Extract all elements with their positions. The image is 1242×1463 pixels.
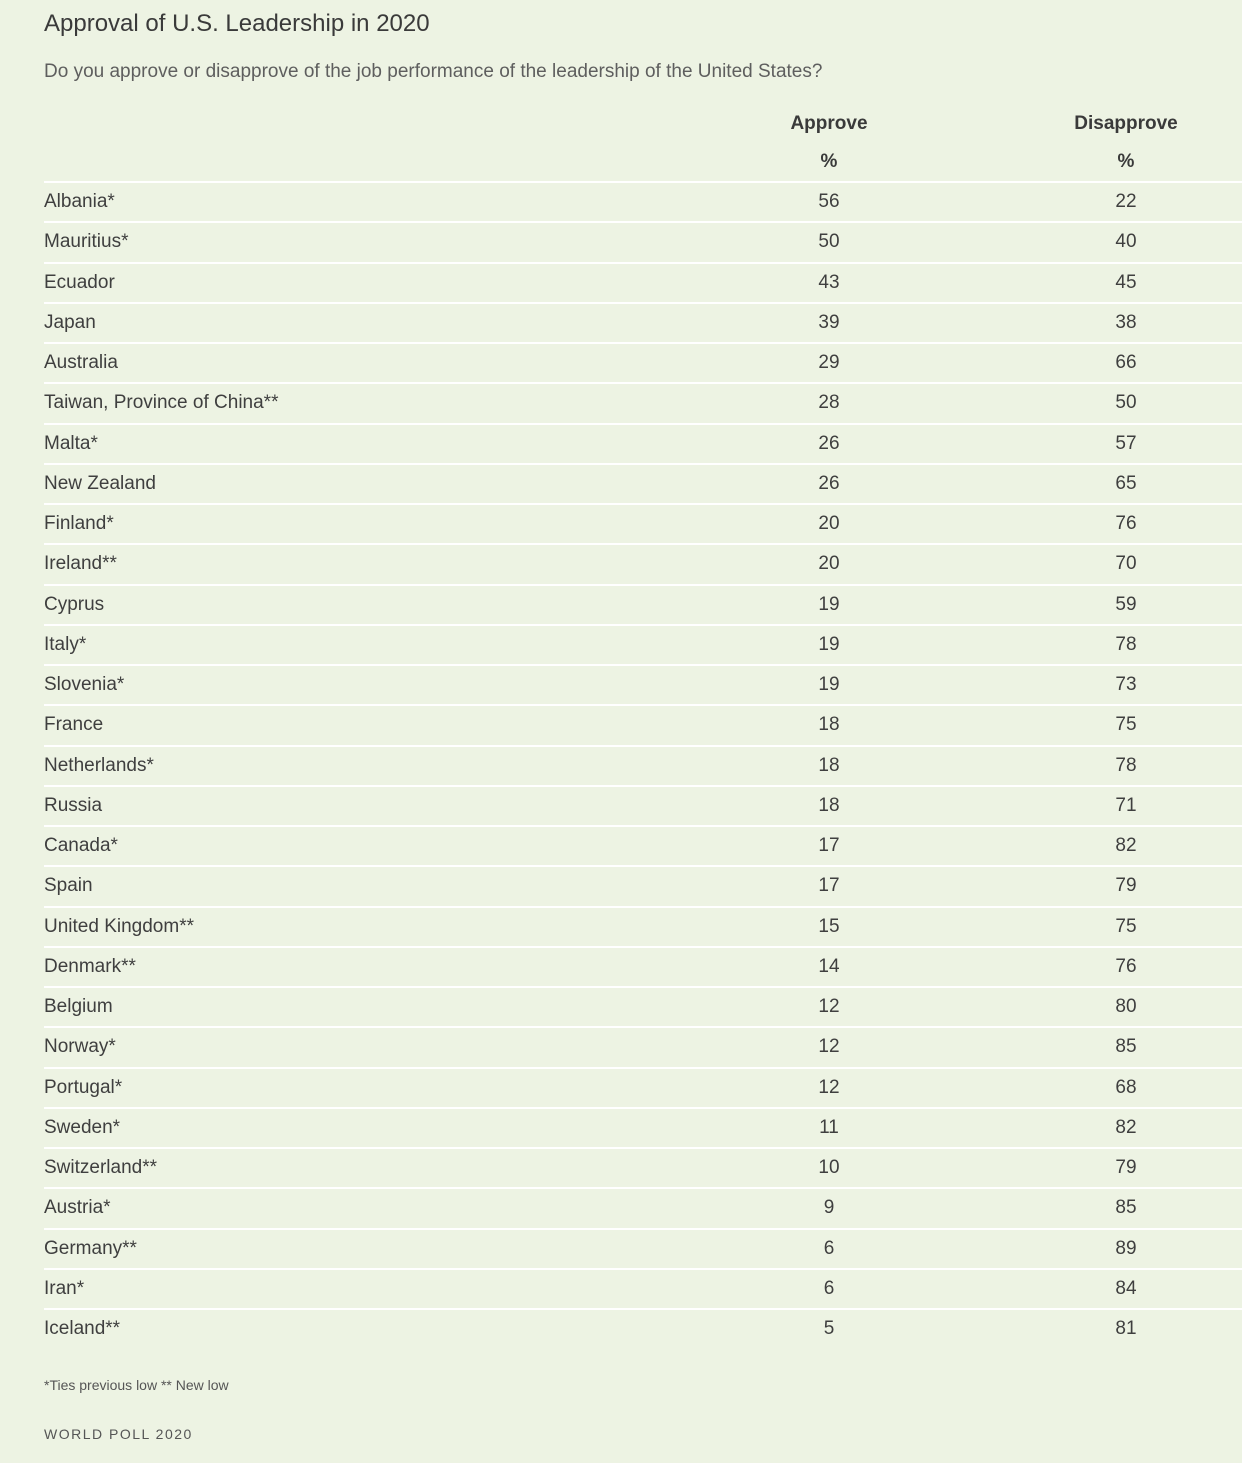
approve-value: 12	[818, 1036, 840, 1058]
approve-value: 26	[818, 472, 840, 494]
disapprove-value: 70	[1115, 553, 1137, 575]
table-row	[44, 382, 1242, 422]
disapprove-value: 68	[1115, 1076, 1137, 1098]
approve-value: 19	[818, 674, 840, 695]
table-row	[44, 624, 1242, 664]
disapprove-value: 80	[1115, 996, 1137, 1017]
chart-title: Approval of U.S. Leadership in 2020	[44, 10, 430, 37]
source-label: WORLD POLL 2020	[44, 1426, 193, 1442]
country-cell: United Kingdom**	[44, 915, 194, 937]
table-row	[44, 503, 1242, 543]
country-cell: Sweden*	[44, 1116, 121, 1138]
disapprove-value: 59	[1115, 593, 1137, 615]
country-cell: Japan	[44, 311, 96, 333]
approve-value: 28	[818, 392, 840, 414]
country-cell: Australia	[44, 352, 118, 373]
country-cell: Netherlands*	[44, 754, 154, 776]
country-cell: Ecuador	[44, 271, 115, 293]
disapprove-value: 84	[1115, 1277, 1137, 1299]
table-row	[44, 986, 1242, 1026]
disapprove-value: 38	[1115, 311, 1137, 333]
table-row	[44, 906, 1242, 946]
approve-value: 6	[823, 1277, 835, 1299]
country-cell: Slovenia*	[44, 674, 125, 695]
table-row	[44, 865, 1242, 905]
disapprove-value: 57	[1115, 432, 1137, 454]
approve-value: 17	[818, 875, 840, 897]
table-row	[44, 543, 1242, 583]
table-row	[44, 302, 1242, 342]
table-row	[44, 1308, 1242, 1348]
country-cell: Denmark**	[44, 955, 136, 977]
approve-value: 26	[818, 432, 840, 454]
table-row	[44, 584, 1242, 624]
table-row	[44, 745, 1242, 785]
table-row	[44, 664, 1242, 704]
country-cell: Norway*	[44, 1036, 116, 1058]
country-cell: Iceland**	[44, 1318, 121, 1339]
table-row	[44, 1228, 1242, 1268]
disapprove-value: 79	[1115, 875, 1137, 897]
approve-value: 39	[818, 311, 840, 333]
country-cell: Finland*	[44, 513, 114, 534]
data-table-body	[44, 181, 1242, 1348]
disapprove-value: 78	[1115, 633, 1137, 655]
disapprove-value: 82	[1115, 1116, 1137, 1138]
table-row	[44, 1026, 1242, 1066]
country-cell: Belgium	[44, 996, 113, 1017]
approve-value: 50	[818, 231, 840, 253]
disapprove-value: 73	[1115, 674, 1137, 695]
disapprove-value: 40	[1115, 231, 1137, 253]
approve-value: 29	[818, 352, 840, 373]
disapprove-value: 89	[1115, 1237, 1137, 1259]
approve-value: 9	[823, 1197, 835, 1219]
country-cell: Portugal*	[44, 1076, 123, 1098]
table-row	[44, 825, 1242, 865]
approve-value: 12	[818, 1076, 840, 1098]
table-row	[44, 1067, 1242, 1107]
country-cell: Italy*	[44, 633, 87, 655]
approve-value: 6	[823, 1237, 835, 1259]
approve-value: 15	[818, 915, 840, 937]
approve-value: 18	[818, 794, 840, 816]
approve-value: 5	[823, 1318, 835, 1339]
country-cell: Switzerland**	[44, 1157, 157, 1178]
approve-value: 18	[818, 754, 840, 776]
disapprove-value: 76	[1115, 513, 1137, 534]
table-row	[44, 785, 1242, 825]
disapprove-value: 71	[1115, 794, 1137, 816]
approve-value: 14	[818, 955, 840, 977]
disapprove-value: 76	[1115, 955, 1137, 977]
table-row	[44, 221, 1242, 261]
country-cell: Taiwan, Province of China**	[44, 392, 279, 414]
country-cell: Iran*	[44, 1277, 85, 1299]
country-cell: Spain	[44, 875, 93, 897]
approve-value: 17	[818, 835, 840, 856]
column-unit-approve: %	[820, 151, 838, 172]
disapprove-value: 65	[1115, 472, 1137, 494]
approve-value: 20	[818, 553, 840, 575]
disapprove-value: 75	[1115, 915, 1137, 937]
country-cell: Malta*	[44, 432, 98, 454]
country-cell: Mauritius*	[44, 231, 129, 253]
table-row	[44, 1187, 1242, 1227]
approve-value: 19	[818, 593, 840, 615]
table-row	[44, 342, 1242, 382]
approve-value: 11	[819, 1116, 839, 1138]
country-cell: Austria*	[44, 1197, 111, 1219]
table-row	[44, 463, 1242, 503]
table-row	[44, 1107, 1242, 1147]
footnote: *Ties previous low ** New low	[44, 1377, 229, 1393]
approve-value: 12	[818, 996, 840, 1017]
country-cell: Russia	[44, 794, 103, 816]
approve-value: 18	[818, 714, 840, 736]
chart-subtitle: Do you approve or disapprove of the job performance of the leadership of the United States?	[44, 61, 823, 82]
disapprove-value: 50	[1115, 392, 1137, 414]
country-cell: Ireland**	[44, 553, 117, 575]
column-header-disapprove: Disapprove	[1074, 113, 1178, 134]
disapprove-value: 85	[1115, 1197, 1137, 1219]
approve-value: 10	[818, 1157, 840, 1178]
country-cell: France	[44, 714, 104, 736]
disapprove-value: 22	[1115, 191, 1137, 212]
table-row	[44, 262, 1242, 302]
table-row	[44, 1268, 1242, 1308]
country-cell: Albania*	[44, 191, 115, 212]
column-header-approve: Approve	[790, 113, 868, 134]
disapprove-value: 81	[1115, 1318, 1137, 1339]
table-row	[44, 1147, 1242, 1187]
disapprove-value: 82	[1115, 835, 1137, 856]
table-row	[44, 181, 1242, 221]
disapprove-value: 45	[1115, 271, 1137, 293]
disapprove-value: 66	[1115, 352, 1137, 373]
country-cell: Cyprus	[44, 593, 105, 615]
disapprove-value: 79	[1115, 1157, 1137, 1178]
country-cell: Germany**	[44, 1237, 137, 1259]
disapprove-value: 85	[1115, 1036, 1137, 1058]
disapprove-value: 78	[1115, 754, 1137, 776]
country-cell: Canada*	[44, 835, 118, 856]
table-row	[44, 704, 1242, 744]
table-row	[44, 946, 1242, 986]
approve-value: 43	[818, 271, 840, 293]
column-unit-disapprove: %	[1117, 151, 1135, 172]
disapprove-value: 75	[1115, 714, 1137, 736]
approve-value: 56	[818, 191, 840, 212]
country-cell: New Zealand	[44, 472, 156, 494]
table-row	[44, 423, 1242, 463]
approve-value: 19	[818, 633, 840, 655]
approve-value: 20	[818, 513, 840, 534]
